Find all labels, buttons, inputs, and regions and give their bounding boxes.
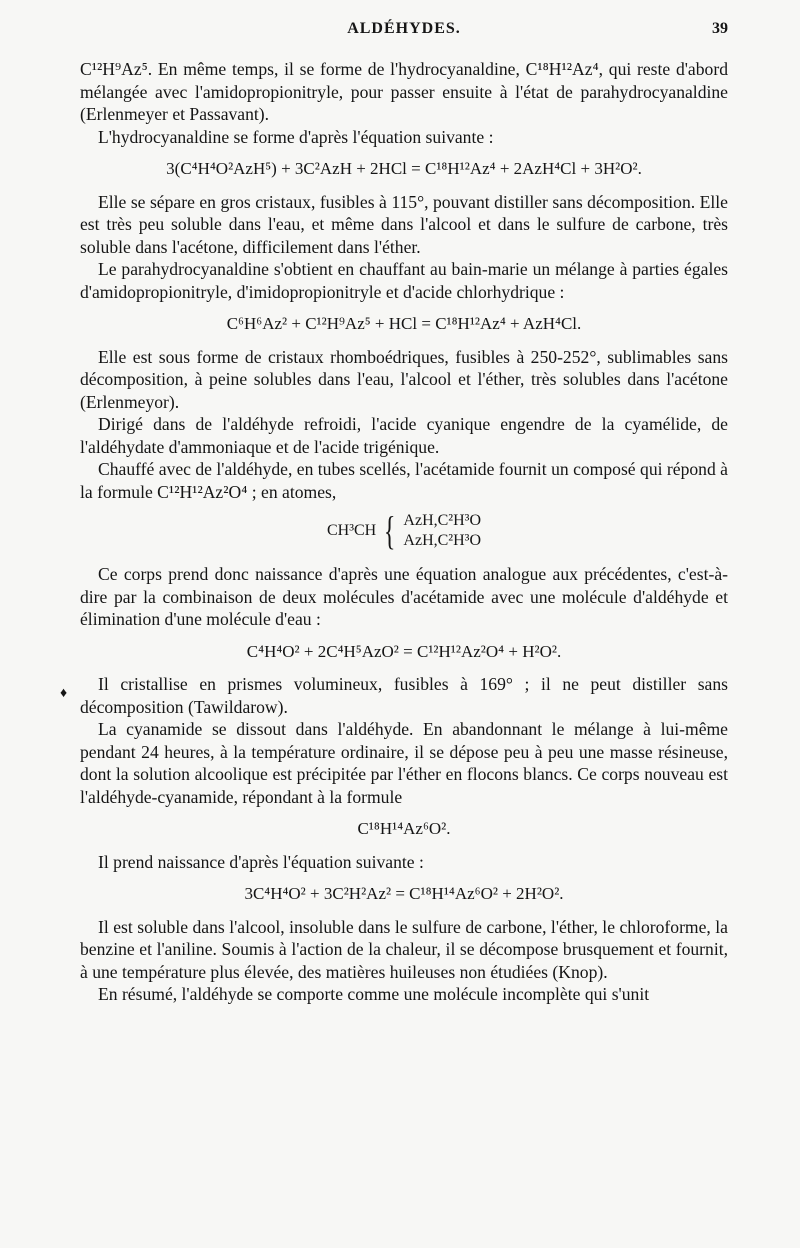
equation: C¹⁸H¹⁴Az⁶O². [357,819,451,838]
paragraph: Dirigé dans de l'aldéhyde refroidi, l'acide cyanique engendre de la cyamélide, de l'aldéhydate d'ammoniaque et de l'acide trigénique. [80,414,728,457]
paragraph: L'hydrocyanaldine se forme d'après l'équation suivante : [98,126,494,147]
paragraph: En résumé, l'aldéhyde se comporte comme une molécule incomplète qui s'unit [98,984,650,1004]
equation: 3C⁴H⁴O² + 3C²H²Az² = C¹⁸H¹⁴Az⁶O² + 2H²O². [244,884,564,903]
formula-left: CH³CH [326,521,377,539]
page-number: 39 [712,20,728,37]
equation: 3(C⁴H⁴O²AzH⁵) + 3C²AzH + 2HCl = C¹⁸H¹²Az⁴ + 2AzH⁴Cl + 3H²O². [166,159,642,178]
formula-branches [403,511,481,551]
paragraph: Il est soluble dans l'alcool, insoluble dans le sulfure de carbone, l'éther, le chloroforme, la benzine et l'aniline. Soumis à l'action de la chaleur, il se décompose brusquement et fournit, à une température plus élevée, des matières huileuses non étudiées (Knop). [80,916,728,982]
margin-mark: ♦ [60,686,68,701]
paragraph: Le parahydrocyanaldine s'obtient en chauffant au bain-marie un mélange à parties égales d'amidopropionitryle, d'imidopropionitryle et d'acide chlorhydrique : [80,259,728,302]
paragraph: Chauffé avec de l'aldéhyde, en tubes scellés, l'acétamide fournit un composé qui répond à la formule C¹²H¹²Az²O⁴ ; en atomes, [80,459,728,502]
paragraph: Elle se sépare en gros cristaux, fusibles à 115°, pouvant distiller sans décomposition. Elle est très peu soluble dans l'eau, et même dans l'alcool et dans le sulfure de carbone, très soluble dans l'acétone, difficilement dans l'éther. [80,191,728,257]
paragraph: C¹²H⁹Az⁵. En même temps, il se forme de l'hydrocyanaldine, C¹⁸H¹²Az⁴, qui reste d'abord mélangée avec l'amidopropionitryle, pour passer ensuite à l'état de parahydrocyanaldine (Erlenmeyer et Passavant). [80,59,728,124]
body-text [80,58,728,1006]
paragraph: La cyanamide se dissout dans l'aldéhyde. En abandonnant le mélange à lui-même pendant 24 heures, à la température ordinaire, il se dépose peu à peu une masse résineuse, dont la solution alcoolique est précipitée par l'éther en flocons blancs. Ce corps nouveau est l'aldéhyde-cyanamide, répondant à la formule [80,719,728,807]
equation: C⁴H⁴O² + 2C⁴H⁵AzO² = C¹²H¹²Az²O⁴ + H²O². [246,641,562,661]
formula-branch-top: AzH,C²H³O [403,512,482,529]
structural-formula [80,508,728,553]
paragraph: Elle est sous forme de cristaux rhomboédriques, fusibles à 250-252°, sublimables sans décomposition, à peine solubles dans l'eau, l'alcool et l'éther, très solubles dans l'acétone (Erlenmeyor). [80,346,728,412]
formula-branch-bottom: AzH,C²H³O [403,532,482,549]
paragraph: Il cristallise en prismes volumineux, fusibles à 169° ; il ne peut distiller sans décomposition (Tawildarow). [80,674,728,717]
running-title: ALDÉHYDES. [347,20,461,37]
equation: C⁶H⁶Az² + C¹²H⁹Az⁵ + HCl = C¹⁸H¹²Az⁴ + AzH⁴Cl. [226,314,582,333]
paragraph: Il prend naissance d'après l'équation suivante : [98,851,424,872]
paragraph: Ce corps prend donc naissance d'après une équation analogue aux précédentes, c'est-à-dire par la combinaison de deux molécules d'acétamide avec une molécule d'aldéhyde et élimination d'une molécule d'eau : [80,564,728,629]
brace-glyph: { [384,508,396,553]
page-header [80,16,728,48]
